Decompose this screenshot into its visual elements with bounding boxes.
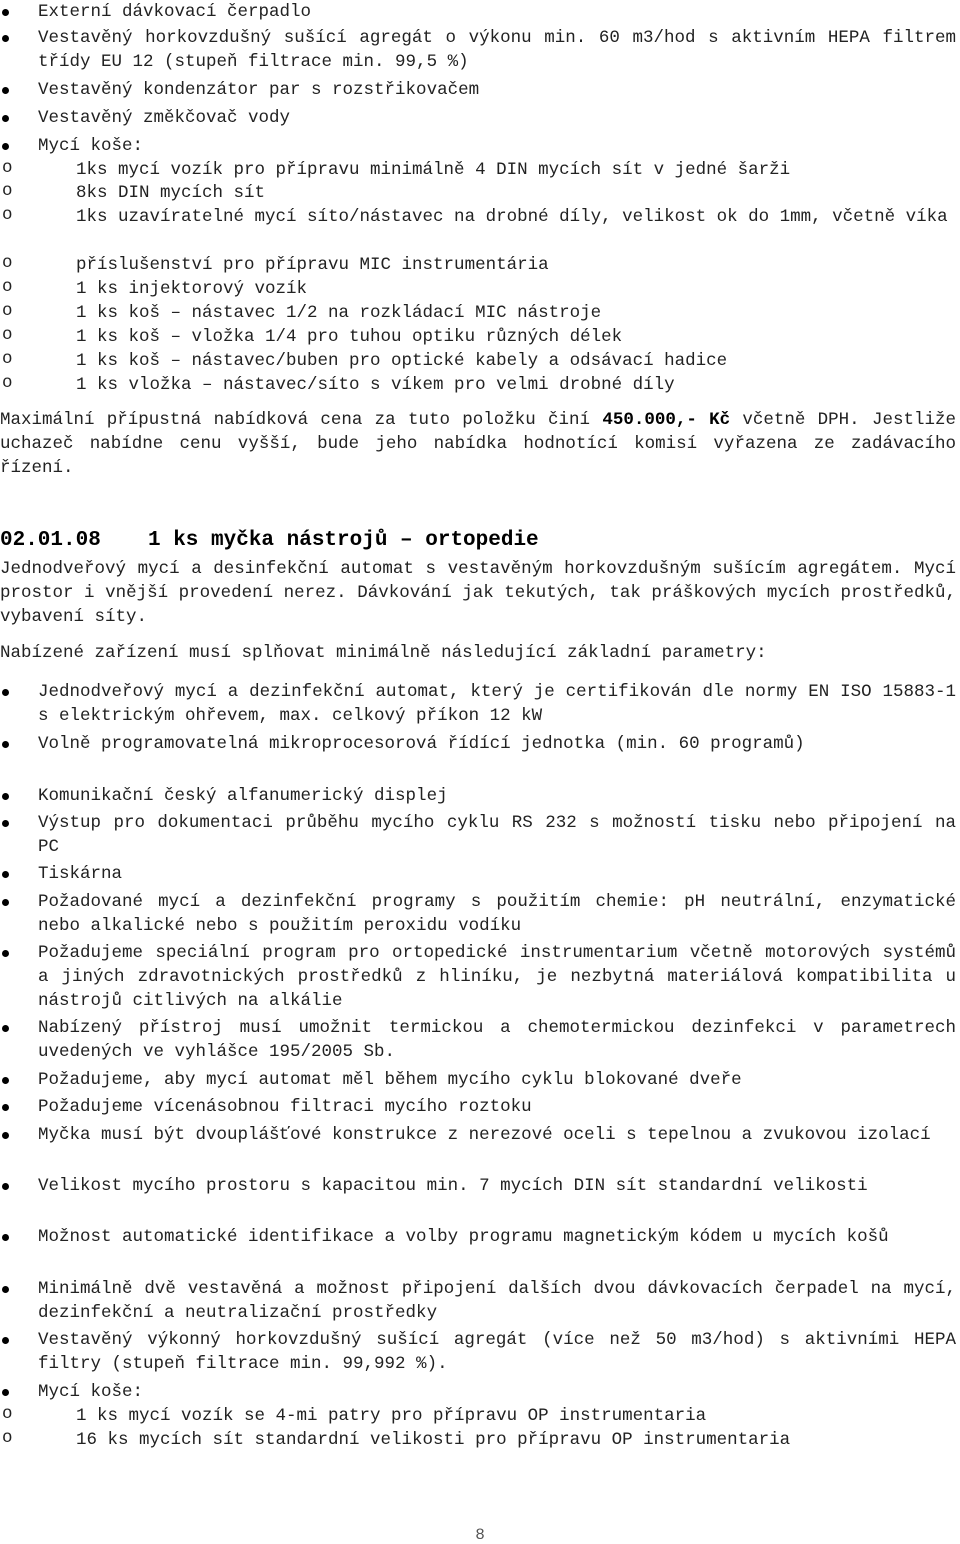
sub-bullet-marker: o	[2, 373, 13, 393]
sub-bullet-marker: o	[2, 158, 13, 178]
sub-bullet-marker: o	[2, 205, 13, 225]
bullet-icon	[2, 115, 9, 122]
bullet-icon	[2, 9, 9, 16]
bullet-icon	[2, 1337, 9, 1344]
list-item-text: příslušenství pro přípravu MIC instrumentária	[76, 255, 549, 275]
bullet-icon	[2, 741, 9, 748]
bullet-icon	[2, 1286, 9, 1293]
list-item-text: 1 ks vložka – nástavec/síto s víkem pro velmi drobné díly	[76, 375, 675, 395]
list-item-text: 1 ks koš – nástavec/buben pro optické kabely a odsávací hadice	[76, 351, 728, 371]
list-item-text: Možnost automatické identifikace a volby programu magnetickým kódem u mycích košů	[38, 1227, 889, 1247]
list-item-text: Vestavěný horkovzdušný sušící agregát o výkonu min. 60 m3/hod s aktivním HEPA filtrem třídy EU 12 (stupeň filtrace min. 99,5 %)	[38, 28, 956, 72]
sub-bullet-marker: o	[2, 253, 13, 273]
list-item-text: 1ks mycí vozík pro přípravu minimálně 4 DIN mycích sít v jedné šarži	[76, 160, 791, 180]
list-item-text: Vestavěný změkčovač vody	[38, 108, 291, 128]
list-item-text: 1 ks koš – nástavec 1/2 na rozkládací MIC nástroje	[76, 303, 602, 323]
bullet-icon	[2, 793, 9, 800]
sub-bullet-marker: o	[2, 1404, 13, 1424]
list-item-text: Volně programovatelná mikroprocesorová řídící jednotka (min. 60 programů)	[38, 734, 805, 754]
section-title: 1 ks myčka nástrojů – ortopedie	[148, 529, 539, 552]
bullet-icon	[2, 689, 9, 696]
list-item-text: Vestavěný kondenzátor par s rozstřikovačem	[38, 80, 480, 100]
list-item-text: Požadujeme vícenásobnou filtraci mycího roztoku	[38, 1097, 532, 1117]
bullet-icon	[2, 143, 9, 150]
bullet-icon	[2, 87, 9, 94]
list-item-text: Požadujeme speciální program pro ortopedické instrumentarium včetně motorových systémů a jiných zdravotnických prostředků z hliníku, je nezbytná materiálová kompatibilita u nástrojů citlivých na alkálie	[38, 943, 956, 1011]
bullet-icon	[2, 35, 9, 42]
sub-bullet-marker: o	[2, 277, 13, 297]
section-intro: Jednodveřový mycí a desinfekční automat s vestavěným horkovzdušným sušícím agregátem. Mycí prostor i vnější provedení nerez. Dávkování jak tekutých, tak práškových mycích prostředků, vybavení síty.	[0, 559, 956, 627]
list-item-text: Mycí koše:	[38, 136, 144, 156]
bullet-icon	[2, 950, 9, 957]
list-item-text: 8ks DIN mycích sít	[76, 183, 266, 203]
bullet-icon	[2, 1132, 9, 1139]
list-item-text: Tiskárna	[38, 864, 123, 884]
price-note-after: včetně DPH. Jestliže uchazeč nabídne cenu vyšší, bude jeho nabídka hodnotící komisí vyřazena ze zadávacího řízení.	[0, 410, 956, 478]
list-item-text: 1ks uzavíratelné mycí síto/nástavec na drobné díly, velikost ok do 1mm, včetně víka	[76, 207, 948, 227]
bullet-icon	[2, 1104, 9, 1111]
sub-bullet-marker: o	[2, 349, 13, 369]
list-item-text: Komunikační český alfanumerický displej	[38, 786, 448, 806]
bullet-icon	[2, 1025, 9, 1032]
params-label: Nabízené zařízení musí splňovat minimálně následující základní parametry:	[0, 643, 767, 663]
bullet-icon	[2, 1389, 9, 1396]
list-item-text: Nabízený přístroj musí umožnit termickou a chemotermickou dezinfekci v parametrech uvedených ve vyhlášce 195/2005 Sb.	[38, 1018, 956, 1062]
list-item-text: Požadujeme, aby mycí automat měl během mycího cyklu blokované dveře	[38, 1070, 742, 1090]
list-item-text: Jednodveřový mycí a dezinfekční automat, který je certifikován dle normy EN ISO 15883-1 s elektrickým ohřevem, max. celkový příkon 12 kW	[38, 682, 956, 726]
list-item-text: Požadované mycí a dezinfekční programy s použitím chemie: pH neutrální, enzymatické nebo alkalické nebo s použitím peroxidu vodíku	[38, 892, 956, 936]
list-item-text: Mycí koše:	[38, 1382, 144, 1402]
price-note-before: Maximální přípustná nabídková cena za tuto položku činí	[0, 410, 603, 430]
sub-bullet-marker: o	[2, 181, 13, 201]
sub-bullet-marker: o	[2, 1428, 13, 1448]
price-amount: 450.000,- Kč	[602, 410, 731, 430]
list-item-text: Velikost mycího prostoru s kapacitou min. 7 mycích DIN sít standardní velikosti	[38, 1176, 868, 1196]
list-item-text: 16 ks mycích sít standardní velikosti pro přípravu OP instrumentaria	[76, 1430, 791, 1450]
sub-bullet-marker: o	[2, 301, 13, 321]
price-note	[0, 408, 956, 480]
list-item-text: Vestavěný výkonný horkovzdušný sušící agregát (více než 50 m3/hod) s aktivními HEPA filtry (stupeň filtrace min. 99,992 %).	[38, 1330, 956, 1374]
list-item-text: 1 ks mycí vozík se 4-mi patry pro přípravu OP instrumentaria	[76, 1406, 707, 1426]
list-item-text: Externí dávkovací čerpadlo	[38, 2, 312, 22]
bullet-icon	[2, 1183, 9, 1190]
sub-bullet-marker: o	[2, 325, 13, 345]
section-heading	[0, 528, 539, 554]
bullet-icon	[2, 820, 9, 827]
list-item-text: 1 ks injektorový vozík	[76, 279, 308, 299]
list-item-text: Výstup pro dokumentaci průběhu mycího cyklu RS 232 s možností tisku nebo připojení na PC	[38, 813, 956, 857]
list-item-text: 1 ks koš – vložka 1/4 pro tuhou optiku různých délek	[76, 327, 623, 347]
list-item-text: Minimálně dvě vestavěná a možnost připojení dalších dvou dávkovacích čerpadel na mycí, dezinfekční a neutralizační prostředky	[38, 1279, 956, 1323]
bullet-icon	[2, 1234, 9, 1241]
bullet-icon	[2, 899, 9, 906]
bullet-icon	[2, 871, 9, 878]
page-number: 8	[475, 1526, 485, 1544]
bullet-icon	[2, 1077, 9, 1084]
list-item-text: Myčka musí být dvouplášťové konstrukce z nerezové oceli s tepelnou a zvukovou izolací	[38, 1125, 931, 1145]
section-number: 02.01.08	[0, 529, 101, 552]
